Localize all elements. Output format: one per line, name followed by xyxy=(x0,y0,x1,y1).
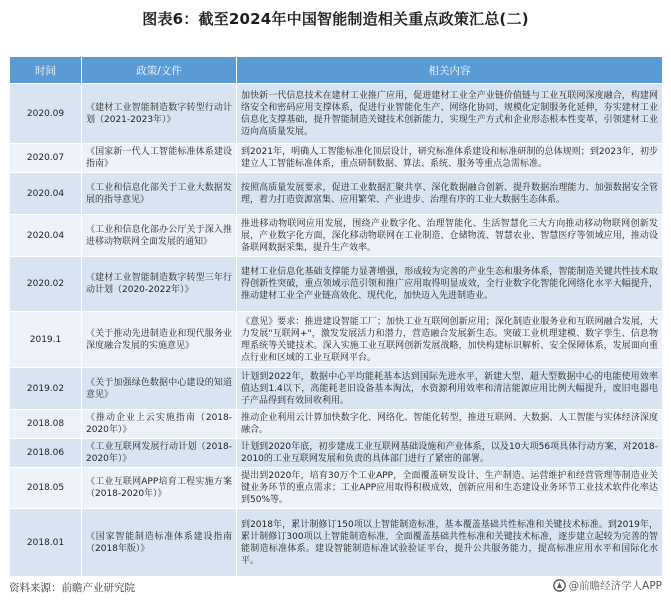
row-date: 2018.05 xyxy=(10,468,82,509)
row-doc: 《国家智能制造标准体系建设指南（2018年版）》 xyxy=(82,509,237,577)
row-date: 2019.1 xyxy=(10,312,82,368)
header-doc: 政策/文件 xyxy=(82,57,237,84)
row-content: 计划到2020年底，初步建成工业互联网基础设施和产业体系，以及10大项56项具体行动方案，对2018-2010的工业互联网发展和负责的具体部门进行了紧密的部署。 xyxy=(237,439,663,468)
row-content: 按照高质量发展要求，促进工业数据汇聚共享、深化数据融合创新、提升数据治理能力、加强数据安全管理，着力打造资源富集、应用繁荣、产业进步、治理有序的工业大数据生态体系。 xyxy=(237,173,663,215)
row-doc: 《工业互联网发展行动计划（2018-2020年）》 xyxy=(82,439,237,468)
brand-credit xyxy=(553,578,662,593)
brand-text: @前瞻经济学人APP xyxy=(568,580,662,592)
row-doc: 《关于加强绿色数据中心建设的知道意见》 xyxy=(82,368,237,410)
table-row xyxy=(10,173,663,215)
row-date: 2020.09 xyxy=(10,84,82,144)
row-doc: 《国家新一代人工智能标准体系建设指南》 xyxy=(82,144,237,173)
table-row xyxy=(10,468,663,509)
source-note: 资料来源：前瞻产业研究院 xyxy=(9,582,135,594)
chart-title: 图表6：截至2024年中国智能制造相关重点政策汇总(二) xyxy=(142,10,529,28)
table-row xyxy=(10,509,663,577)
row-date: 2019.02 xyxy=(10,368,82,410)
row-content: 到2018年，累计制修订150项以上智能制造标准，基本覆盖基础共性标准和关键技术标准。到2019年，累计制修订300项以上智能制造标准，全面覆盖基础共性标准和关键技术标准，逐步建立起较为完善的智能制造标准体系。建设智能制造标准试验验证平台，提升公共服务能力，提高标准应用水平和国际化水平。 xyxy=(237,509,663,577)
table-row xyxy=(10,257,663,312)
row-date: 2018.08 xyxy=(10,410,82,439)
row-doc: 《建材工业智能制造数字转型三年行动计划（2020-2022年）》 xyxy=(82,257,237,312)
table-row xyxy=(10,439,663,468)
table-row xyxy=(10,144,663,173)
table-row xyxy=(10,84,663,144)
row-content: 到2021年，明确人工智能标准化顶层设计，研究标准体系建设和标准研制的总体规则；到2023年，初步建立人工智能标准体系，重点研制数据、算法、系统、服务等重点急需标准。 xyxy=(237,144,663,173)
policy-table xyxy=(9,56,663,577)
row-date: 2018.06 xyxy=(10,439,82,468)
header-content: 相关内容 xyxy=(237,57,663,84)
row-doc: 《工业和信息化部关于工业大数据发展的指导意见》 xyxy=(82,173,237,215)
table-row xyxy=(10,368,663,410)
header-date: 时间 xyxy=(10,57,82,84)
qianzhan-logo-icon xyxy=(553,579,566,592)
row-doc: 《推动企业上云实施指南（2018-2020年）》 xyxy=(82,410,237,439)
row-doc: 《工业和信息化部办公厅关于深入推进移动物联网全面发展的通知》 xyxy=(82,215,237,257)
table-header-row xyxy=(10,57,663,84)
row-date: 2020.02 xyxy=(10,257,82,312)
row-content: 推进移动物联网应用发展，围绕产业数字化、治理智能化、生活智慧化三大方向推动移动物联网创新发展，产业数字化方面，深化移动物联网在工业制造、仓储物流、智慧农业、智慧医疗等领域应用，推动设备联网数据采集，提升生产效率。 xyxy=(237,215,663,257)
table-row xyxy=(10,410,663,439)
row-content: 计划到2022年，数据中心平均能耗基本达到国际先进水平，新建大型、超大型数据中心的电能使用效率值达到1.4以下，高能耗老旧设备基本淘汰，水资源利用效率和清洁能源应用比例大幅提升，废旧电器电子产品得到有效回收利用。 xyxy=(237,368,663,410)
row-date: 2020.04 xyxy=(10,215,82,257)
row-content: 建材工业信息化基础支撑能力显著增强，形成较为完善的产业生态和服务体系，智能制造关键共性技术取得创新性突破，重点领域示范引领和推广应用取得明显成效，全行业数字化智能化网络化水平大幅提升，推动建材工业全产业链高效化、现代化，加快迈入先进制造业。 xyxy=(237,257,663,312)
row-date: 2020.07 xyxy=(10,144,82,173)
row-content: 推动企业利用云计算加快数字化、网络化、智能化转型，推进互联网、大数据、人工智能与实体经济深度融合。 xyxy=(237,410,663,439)
row-doc: 《建材工业智能制造数字转型行动计划（2021-2023年）》 xyxy=(82,84,237,144)
row-date: 2018.01 xyxy=(10,509,82,577)
table-row xyxy=(10,215,663,257)
row-content: 《意见》要求：推进建设智能工厂；加快工业互联网创新应用；深化制造业服务业和互联网融合发展，大力发展"互联网+"，激发发展活力和潜力，营造融合发展新生态。突破工业机理建模、数字孪生、信息物理系统等关键技术。深入实施工业互联网创新发展战略，加快构建标识解析、安全保障体系，发展面向重点行业和区域的工业互联网平台。 xyxy=(237,312,663,368)
row-doc: 《工业互联网APP培育工程实施方案（2018-2020年）》 xyxy=(82,468,237,509)
row-doc: 《关于推动先进制造业和现代服务业深度融合发展的实施意见》 xyxy=(82,312,237,368)
row-content: 加快新一代信息技术在建材工业推广应用，促进建材工业全产业链价值链与工业互联网深度融合，构建网络安全和密码应用支撑体系，促进行业智能化生产、网络化协同、规模化定制服务化延伸，夯实建材工业信息化支撑基础，提升智能制造关键技术创新能力，实现生产方式和企业形态根本性变革，引领建材工业迈向高质量发展。 xyxy=(237,84,663,144)
table-row xyxy=(10,312,663,368)
row-date: 2020.04 xyxy=(10,173,82,215)
row-content: 提出到2020年，培育30万个工业APP，全面覆盖研发设计、生产制造、运营维护和经营管理等制造业关键业务环节的重点需求；工业APP应用取得积极成效，创新应用和生态建设业务环节工业技术软件化率达到50%等。 xyxy=(237,468,663,509)
